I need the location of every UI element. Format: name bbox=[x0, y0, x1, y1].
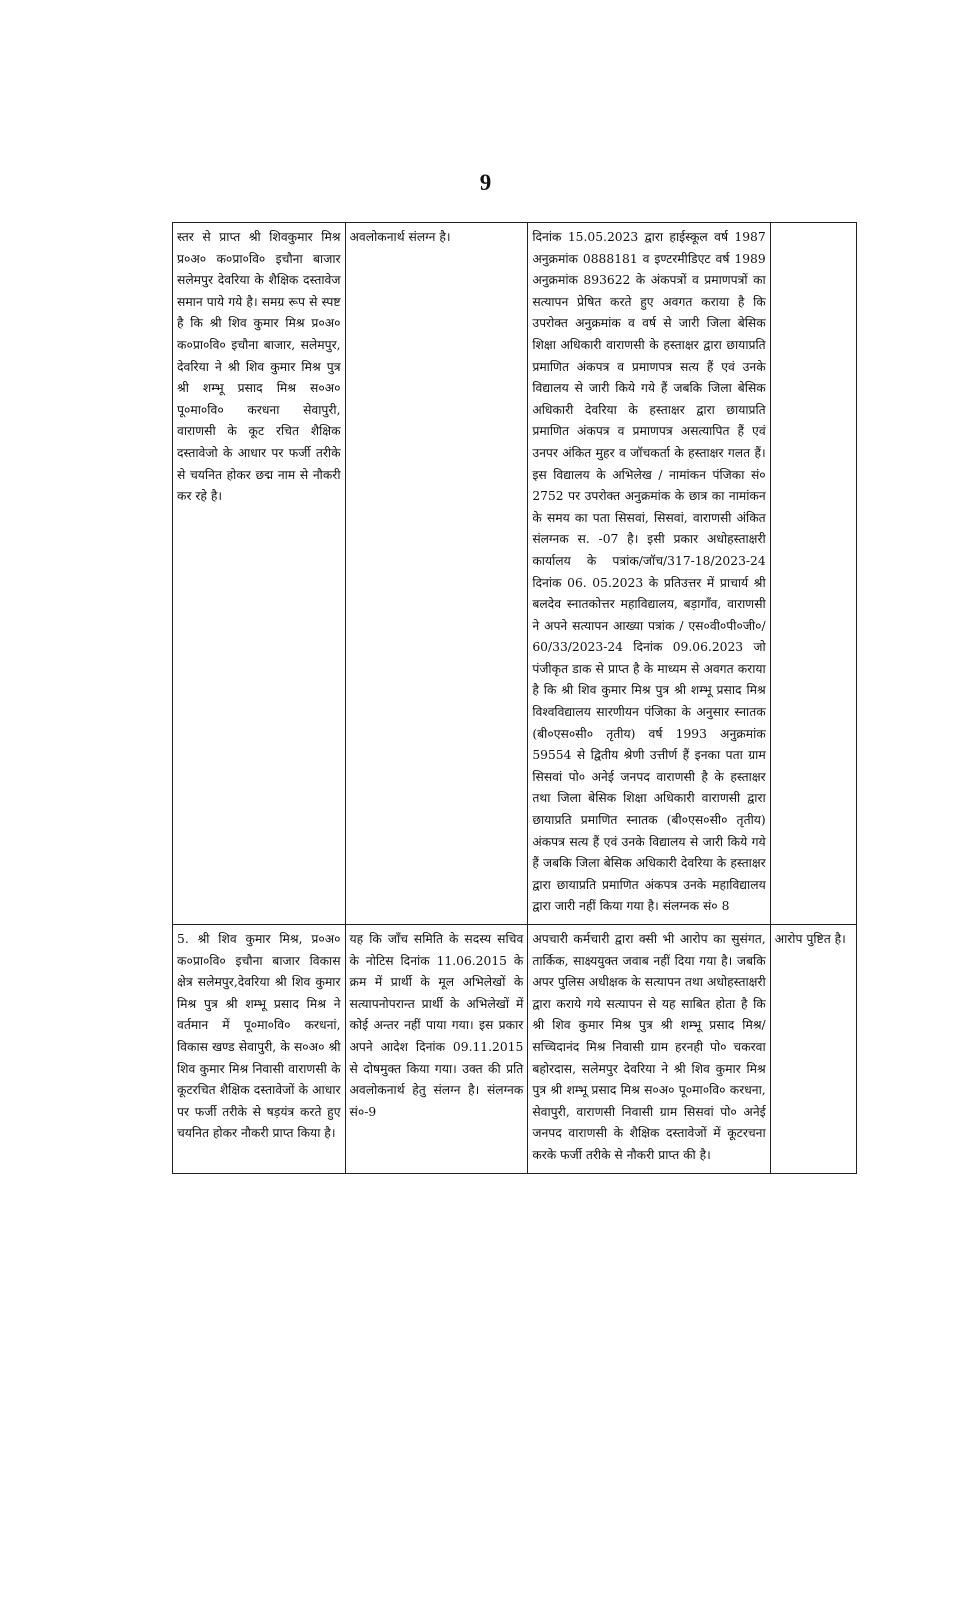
allegation-cell bbox=[173, 925, 346, 1174]
reply-text: अवलोकनार्थ संलग्न है। bbox=[349, 230, 451, 244]
reply-text: यह कि जाँच समिति के सदस्य सचिव के नोटिस दिनांक 11.06.2015 के क्रम में प्रार्थी के मूल अभिलेखों के सत्यापनोपरान्त प्रार्थी के अभिलेखों में कोई अन्तर नहीं पाया गया। इस प्रकार अपने आदेश दिनांक 09.11.2015 से दोषमुक्त किया गया। उक्त की प्रति अवलोकनार्थ हेतु संलग्न है। संलग्नक सं०-9 bbox=[349, 932, 524, 1119]
allegation-text: 5. श्री शिव कुमार मिश्र, प्र०अ० क०प्रा०वि० इचौना बाजार विकास क्षेत्र सलेमपुर,देवरिया श्री शिव कुमार मिश्र पुत्र श्री शम्भू प्रसाद मिश्र ने वर्तमान में पू०मा०वि० करधनां, विकास खण्ड सेवापुरी, के स०अ० श्री शिव कुमार मिश्र निवासी वाराणसी के कूटरचित शैक्षिक दस्तावेजों के आधार पर फर्जी तरीके से षड़यंत्र करते हुए चयनित होकर नौकरी प्राप्त किया है। bbox=[177, 932, 341, 1141]
conclusion-cell bbox=[770, 223, 856, 925]
page-number: 9 bbox=[479, 170, 492, 195]
allegation-cell bbox=[173, 223, 346, 925]
table-row bbox=[173, 223, 857, 925]
reply-cell bbox=[345, 925, 528, 1174]
table-row bbox=[173, 925, 857, 1174]
finding-text: दिनांक 15.05.2023 द्वारा हाईस्कूल वर्ष 1987 अनुक्रमांक 0888181 व इण्टरमीडिएट वर्ष 1989 अनुक्रमांक 893622 के अंकपत्रों व प्रमाणपत्रों का सत्यापन प्रेषित करते हुए अवगत कराया है कि उपरोक्त अनुक्रमांक व वर्ष से जारी जिला बेसिक शिक्षा अधिकारी वाराणसी के हस्ताक्षर द्वारा छायाप्रति प्रमाणित अंकपत्र व प्रमाणपत्र सत्य हैं एवं उनके विद्यालय से जारी किये गये हैं जबकि जिला बेसिक अधिकारी देवरिया के हस्ताक्षर द्वारा छायाप्रति प्रमाणित अंकपत्र व प्रमाणपत्र असत्यापित हैं एवं उनपर अंकित मुहर व जॉचकर्ता के हस्ताक्षर गलत हैं। इस विद्यालय के अभिलेख / नामांकन पंजिका सं० 2752 पर उपरोक्त अनुक्रमांक के छात्र का नामांकन के समय का पता सिसवां, सिसवां, वाराणसी अंकित संलग्नक स. -07 है। इसी प्रकार अधोहस्ताक्षरी कार्यालय के पत्रांक/जॉच/317-18/2023-24 दिनांक 06. 05.2023 के प्रतिउत्तर में प्राचार्य श्री बलदेव स्नातकोत्तर महाविद्यालय, बड़ागाँव, वाराणसी ने अपने सत्यापन आख्या पत्रांक / एस०वी०पी०जी०/ 60/33/2023-24 दिनांक 09.06.2023 जो पंजीकृत डाक से प्राप्त है के माध्यम से अवगत कराया है कि श्री शिव कुमार मिश्र पुत्र श्री शम्भू प्रसाद मिश्र विश्वविद्यालय सारणीयन पंजिका के अनुसार स्नातक (बी०एस०सी० तृतीय) वर्ष 1993 अनुक्रमांक 59554 से द्वितीय श्रेणी उत्तीर्ण हैं इनका पता ग्राम सिसवां पो० अनेई जनपद वाराणसी है के हस्ताक्षर तथा जिला बेसिक शिक्षा अधिकारी वाराणसी द्वारा छायाप्रति प्रमाणित स्नातक (बी०एस०सी० तृतीय) अंकपत्र सत्य हैं एवं उनके विद्यालय से जारी किये गये हैं जबकि जिला बेसिक अधिकारी देवरिया के हस्ताक्षर द्वारा छायाप्रति प्रमाणित अंकपत्र उनके महाविद्यालय द्वारा जारी नहीं किया गया है। संलग्नक सं० 8 bbox=[532, 230, 766, 914]
reply-cell bbox=[345, 223, 528, 925]
finding-text: अपचारी कर्मचारी द्वारा क्सी भी आरोप का सुसंगत, तार्किक, साक्ष्ययुक्त जवाब नहीं दिया गया है। जबकि अपर पुलिस अधीक्षक के सत्यापन तथा अधोहस्ताक्षरी द्वारा कराये गये सत्यापन से यह साबित होता है कि श्री शिव कुमार मिश्र पुत्र श्री शम्भू प्रसाद मिश्र/सच्चिदानंद मिश्र निवासी ग्राम हरनही पो० चकरवा बहोरदास, सलेमपुर देवरिया ने श्री शिव कुमार मिश्र पुत्र श्री शम्भू प्रसाद मिश्र स०अ० पू०मा०वि० करधना, सेवापुरी, वाराणसी निवासी ग्राम सिसवां पो० अनेई जनपद वाराणसी के शैक्षिक दस्तावेजों में कूटरचना करके फर्जी तरीके से नौकरी प्राप्त की है। bbox=[532, 932, 766, 1162]
conclusion-text: आरोप पुष्टित है। bbox=[774, 932, 846, 946]
finding-cell bbox=[528, 925, 770, 1174]
inquiry-table bbox=[172, 222, 857, 1174]
finding-cell bbox=[528, 223, 770, 925]
conclusion-cell bbox=[770, 925, 856, 1174]
allegation-text: स्तर से प्राप्त श्री शिवकुमार मिश्र प्र०अ० क०प्रा०वि० इचौना बाजार सलेमपुर देवरिया के शैक्षिक दस्तावेज समान पाये गये है। समग्र रूप से स्पष्ट है कि श्री शिव कुमार मिश्र प्र०अ० क०प्रा०वि० इचौना बाजार, सलेमपुर, देवरिया ने श्री शिव कुमार मिश्र पुत्र श्री शम्भू प्रसाद मिश्र स०अ० पू०मा०वि० करधना सेवापुरी, वाराणसी के कूट रचित शैक्षिक दस्तावेजो के आधार पर फर्जी तरीके से चयनित होकर छद्म नाम से नौकरी कर रहे है। bbox=[177, 230, 341, 504]
